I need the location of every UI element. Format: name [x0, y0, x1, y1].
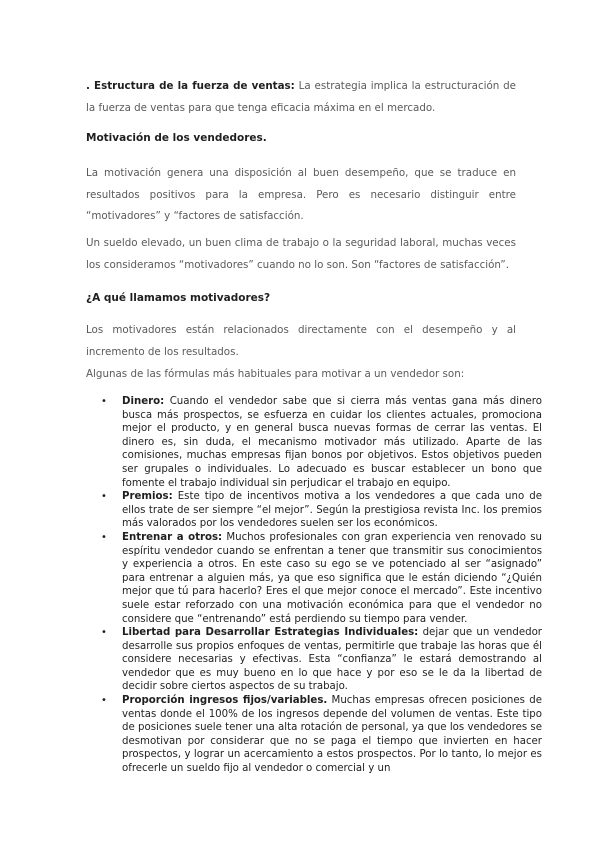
bullet-glyph: •: [101, 491, 107, 503]
bullet-glyph: •: [101, 695, 107, 707]
paragraph-formulas-intro: Algunas de las fórmulas más habituales para motivar a un vendedor son:: [86, 368, 465, 380]
paragraph-salary: Un sueldo elevado, un buen clima de trabajo o la seguridad laboral, muchas veces los consideramos “motivadores” cuando no lo son. Son “factores de satisfacción”.: [86, 237, 516, 271]
list-item-label: Premios:: [122, 491, 173, 503]
paragraph-text: La estrategia implica la estructuración de la fuerza de ventas para que tenga eficacia máxima en el mercado.: [86, 80, 516, 114]
bullet-glyph: •: [101, 396, 107, 407]
list-item-text: Muchas empresas ofrecen posiciones de ventas donde el 100% de los ingresos depende del volumen de ventas. Este tipo de posiciones suele tener una alta rotación de personal, ya que los vendedores se desmotivan por considerar que no se paga el tiempo que invierten en hacer prospectos, y lograr un acercamiento a estos prospectos. Por lo tanto, lo mejor es ofrecerle un sueldo fijo al vendedor o comercial y un: [122, 695, 542, 775]
paragraph-lead: . Estructura de la fuerza de ventas:: [86, 80, 295, 92]
list-item: [101, 694, 542, 776]
list-item-label: Dinero:: [122, 396, 165, 407]
list-item: [101, 395, 542, 490]
list-item: [101, 531, 542, 626]
list-item: [101, 490, 542, 531]
list-item-text: Muchos profesionales con gran experiencia ven renovado su espíritu vendedor cuando se enfrentan a tener que transmitir sus conocimientos y experiencia a otros. En este caso su ego se ve potenciado al ser “asignado” para entrenar a alguien más, ya que eso significa que le están diciendo “¿Quién mejor que tú para hacerlo? Eres el que mejor conoce el mercado”. Este incentivo suele estar reforzado con una motivación económica para que el vendedor no considere que “entrenando” está perdiendo su tiempo para vender.: [122, 531, 542, 625]
heading-motivators: ¿A qué llamamos motivadores?: [86, 292, 271, 304]
list-item-label: Entrenar a otros:: [122, 531, 223, 543]
list-item-label: Proporción ingresos fijos/variables.: [122, 695, 328, 707]
paragraph-sales-force-structure: [86, 76, 516, 119]
list-item-label: Libertad para Desarrollar Estrategias Individuales:: [122, 627, 419, 639]
heading-motivation: Motivación de los vendedores.: [86, 132, 267, 144]
bullet-glyph: •: [101, 627, 107, 639]
list-item: [101, 626, 542, 694]
motivator-list: [98, 395, 542, 776]
bullet-glyph: •: [101, 531, 107, 543]
list-item-text: Cuando el vendedor sabe que si cierra más ventas gana más dinero busca más prospectos, se esfuerza en cuidar los clientes actuales, promociona mejor el producto, y en general busca nuevas formas de cerrar las ventas. El dinero es, sin duda, el mecanismo motivador más utilizado. Aparte de las comisiones, muchas empresas fijan bonos por objetivos. Estos objetivos pueden ser grupales o individuales. Lo adecuado es buscar establecer un bono que fomente el trabajo individual sin perjudicar el trabajo en equipo.: [122, 396, 542, 489]
list-item-text: dejar que un vendedor desarrolle sus propios enfoques de ventas, permitirle que trabaje las horas que él considere necesarias y efectivas. Esta “confianza” le estará demostrando al vendedor que es muy bueno en lo que hace y por eso se le da la libertad de decidir sobre ciertos aspectos de su trabajo.: [122, 627, 542, 693]
paragraph-motivation: La motivación genera una disposición al buen desempeño, que se traduce en resultados positivos para la empresa. Pero es necesario distinguir entre “motivadores” y “factores de satisfacción.: [86, 167, 516, 222]
list-item-text: Este tipo de incentivos motiva a los vendedores a que cada uno de ellos trate de ser siempre “el mejor”. Según la prestigiosa revista Inc. los premios más valorados por los vendedores suelen ser los económicos.: [122, 491, 542, 530]
paragraph-motivators: Los motivadores están relacionados directamente con el desempeño y al incremento de los resultados.: [86, 324, 516, 358]
